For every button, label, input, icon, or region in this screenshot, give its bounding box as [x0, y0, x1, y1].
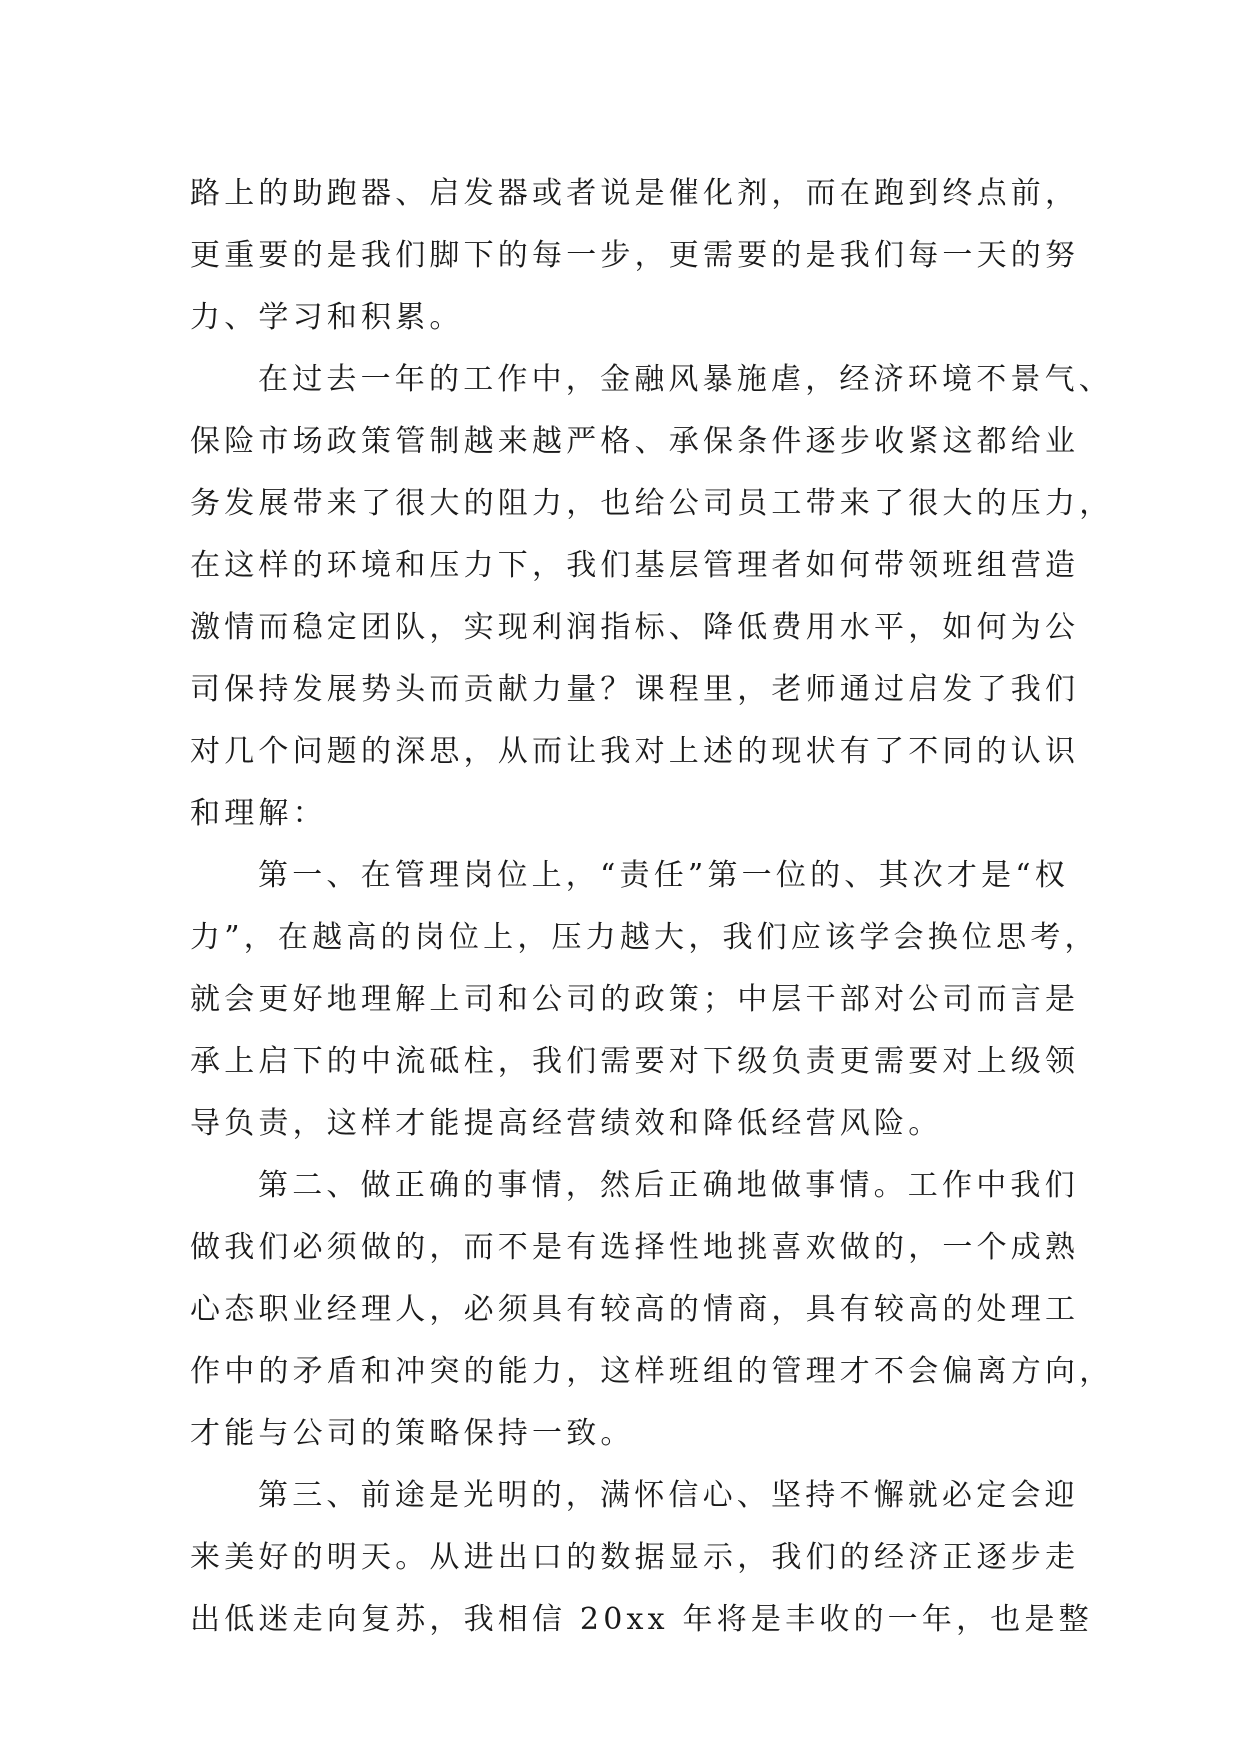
text-line: 路上的助跑器、启发器或者说是催化剂，而在跑到终点前，: [190, 176, 1080, 211]
text-line: 导负责，这样才能提高经营绩效和降低经营风险。: [190, 1106, 943, 1141]
text-line: 力、学习和积累。: [190, 300, 464, 335]
text-line: 务发展带来了很大的阻力，也给公司员工带来了很大的压力，: [190, 486, 1114, 521]
text-line: 承上启下的中流砥柱，我们需要对下级负责更需要对上级领: [190, 1044, 1080, 1079]
text-line: 司保持发展势头而贡献力量？课程里，老师通过启发了我们: [190, 672, 1080, 707]
text-line: 出低迷走向复苏，我相信 20xx 年将是丰收的一年，也是整: [190, 1602, 1093, 1637]
text-line: 保险市场政策管制越来越严格、承保条件逐步收紧这都给业: [190, 424, 1080, 459]
text-line: 做我们必须做的，而不是有选择性地挑喜欢做的，一个成熟: [190, 1230, 1080, 1265]
text-line: 对几个问题的深思，从而让我对上述的现状有了不同的认识: [190, 734, 1080, 769]
text-line: 才能与公司的策略保持一致。: [190, 1416, 635, 1451]
text-line: 就会更好地理解上司和公司的政策；中层干部对公司而言是: [190, 982, 1080, 1017]
paragraph-first-line: 在过去一年的工作中，金融风暴施虐，经济环境不景气、: [258, 362, 1113, 397]
text-line: 来美好的明天。从进出口的数据显示，我们的经济正逐步走: [190, 1540, 1080, 1575]
paragraph-first-line: 第三、前途是光明的，满怀信心、坚持不懈就必定会迎: [258, 1478, 1079, 1513]
text-line: 力”，在越高的岗位上，压力越大，我们应该学会换位思考，: [190, 920, 1099, 955]
text-line: 心态职业经理人，必须具有较高的情商，具有较高的处理工: [190, 1292, 1080, 1327]
paragraph-first-line: 第二、做正确的事情，然后正确地做事情。工作中我们: [258, 1168, 1079, 1203]
paragraph-first-line: 第一、在管理岗位上，“责任”第一位的、其次才是“权: [258, 858, 1070, 893]
text-line: 在这样的环境和压力下，我们基层管理者如何带领班组营造: [190, 548, 1080, 583]
text-line: 和理解：: [190, 796, 327, 831]
text-line: 更重要的是我们脚下的每一步，更需要的是我们每一天的努: [190, 238, 1080, 273]
document-body: [190, 163, 1114, 1651]
text-line: 激情而稳定团队，实现利润指标、降低费用水平，如何为公: [190, 610, 1080, 645]
text-line: 作中的矛盾和冲突的能力，这样班组的管理才不会偏离方向，: [190, 1354, 1114, 1389]
